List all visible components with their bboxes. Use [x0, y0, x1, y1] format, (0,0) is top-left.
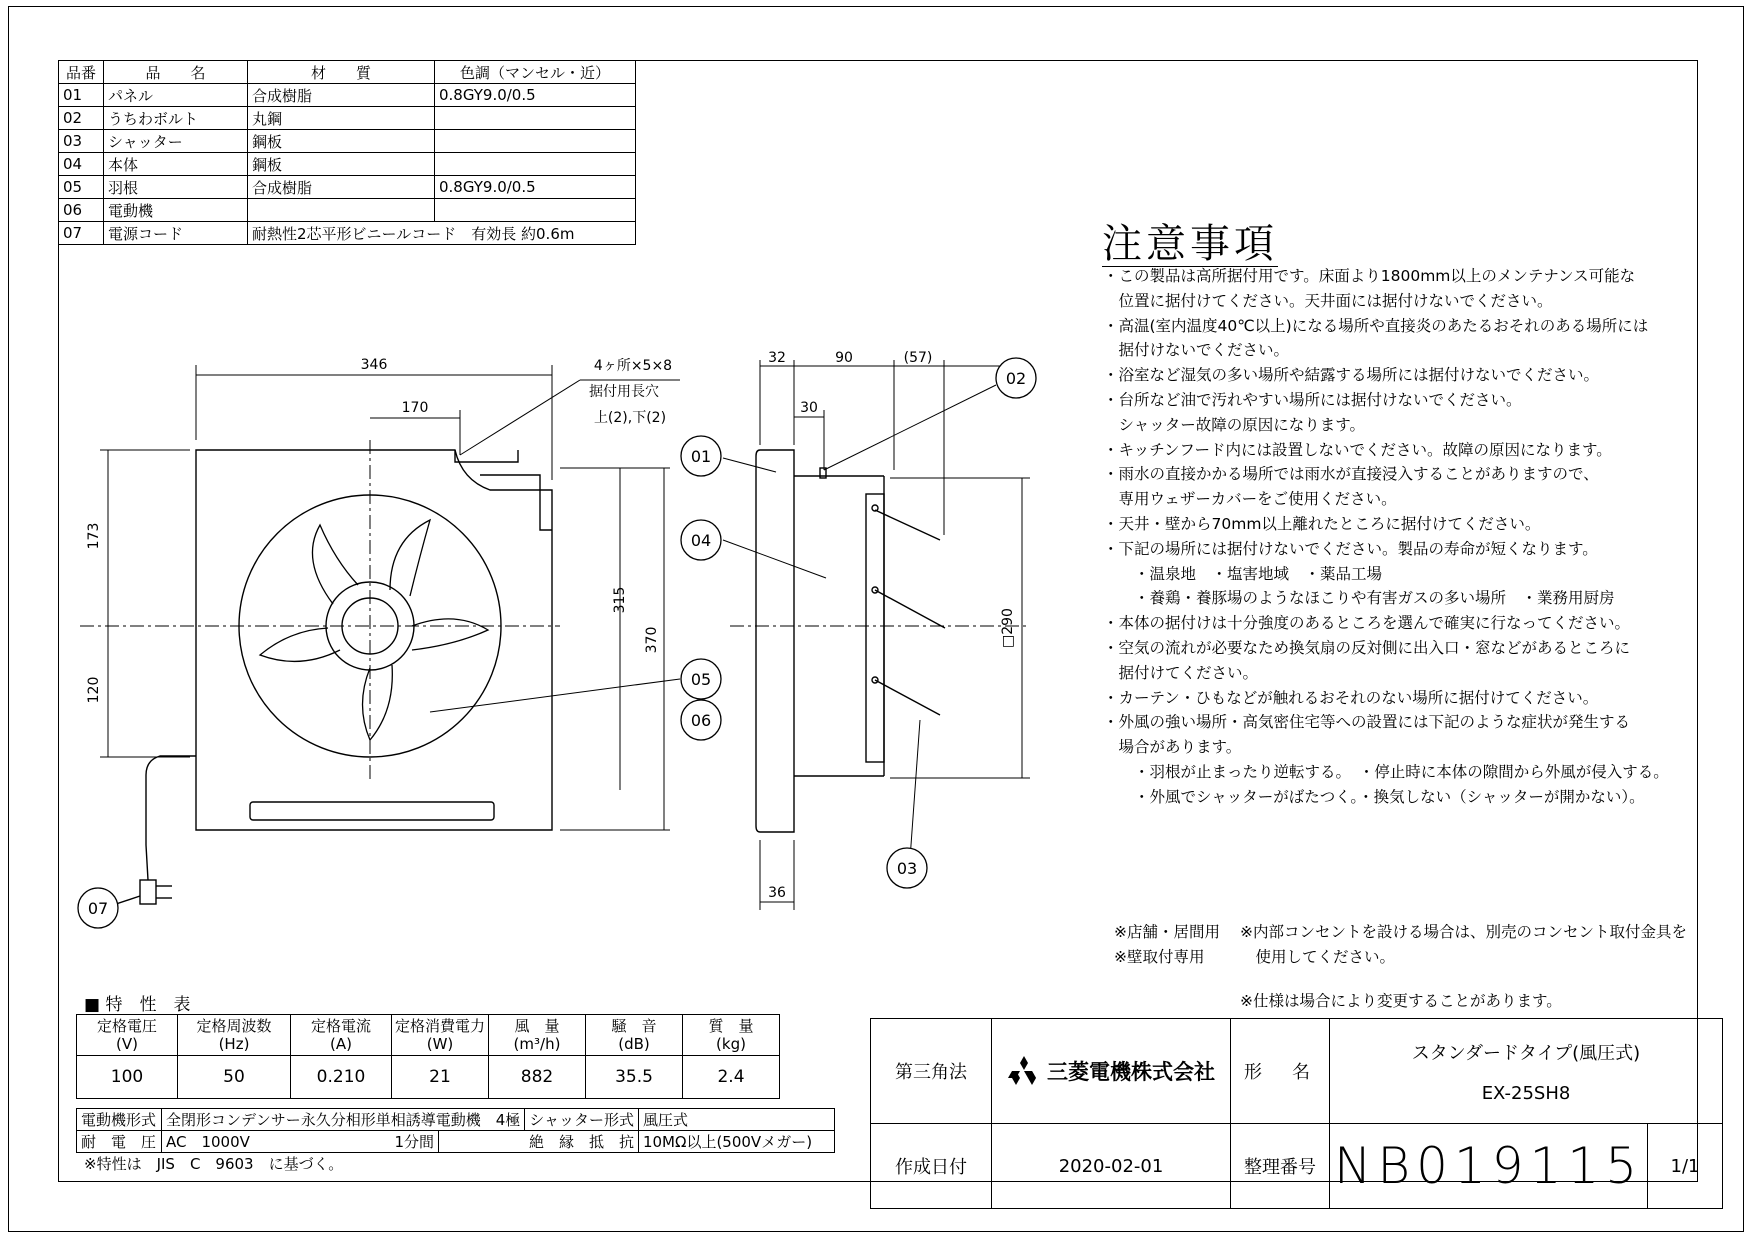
part-material: 丸鋼	[248, 107, 435, 130]
note-line: ・台所など油で汚れやすい場所には据付けないでください。	[1103, 390, 1522, 409]
leader-04	[723, 540, 826, 578]
leader-01	[723, 458, 776, 472]
note-line: 専用ウェザーカバーをご使用ください。	[1103, 490, 1397, 509]
dim-label-lower: 120	[86, 676, 102, 704]
remark-wall-mount: ※壁取付専用	[1114, 948, 1205, 966]
part-name: シャッター	[104, 130, 248, 153]
part-name: うちわボルト	[104, 107, 248, 130]
note-line: ・キッチンフード内には設置しないでください。故障の原因になります。	[1103, 440, 1612, 459]
dim-label-side-body: 90	[835, 350, 853, 366]
callout-06: 06	[690, 711, 712, 730]
spec-header-unit: (dB)	[618, 1035, 650, 1053]
side-panel	[756, 450, 794, 832]
part-no: 02	[59, 107, 104, 130]
side-shutter-frame	[866, 494, 884, 762]
insulation-label: 絶 縁 抵 抗	[439, 1131, 639, 1153]
part-name: 電動機	[104, 199, 248, 222]
callout-03: 03	[896, 859, 918, 878]
callout-04: 04	[690, 531, 712, 550]
leader-03	[910, 720, 920, 859]
part-name: 羽根	[104, 176, 248, 199]
callout-02: 02	[1005, 369, 1027, 388]
spec-power: 21	[392, 1056, 489, 1099]
callout-01: 01	[690, 447, 712, 466]
callout-07: 07	[87, 899, 109, 918]
slot-note-2: 据付用長穴	[589, 384, 659, 400]
header-color: 色調（マンセル・近）	[435, 61, 636, 84]
spec-airflow: 882	[489, 1056, 586, 1099]
note-line: ・外風でシャッターがばたつく。・換気しない（シャッターが開かない）。	[1103, 787, 1645, 806]
remark-outlet: ※内部コンセントを設ける場合は、別売のコンセント取付金具を	[1240, 923, 1687, 941]
dim-label-offset: 170	[401, 400, 429, 416]
slot-note-3: 上(2),下(2)	[593, 410, 667, 426]
part-material: 鋼板	[248, 153, 435, 176]
spec-header-label: 騒 音	[611, 1017, 657, 1035]
withstand-voltage-value: AC 1000V	[162, 1131, 321, 1153]
front-panel-outline	[196, 450, 552, 830]
note-line: ・高温(室内温度40℃以上)になる場所や直接炎のあたるおそれのある場所には	[1103, 316, 1649, 335]
note-line: ・空気の流れが必要なため換気扇の反対側に出入口・窓などがあるところに	[1103, 638, 1631, 657]
part-no: 06	[59, 199, 104, 222]
spec-voltage: 100	[77, 1056, 178, 1099]
spec-header-unit: (W)	[426, 1035, 454, 1053]
leader-slot	[460, 380, 580, 455]
spec-header-label: 質 量	[708, 1017, 754, 1035]
model-type: スタンダードタイプ(風圧式)	[1411, 1042, 1641, 1064]
front-bottom-grille	[250, 802, 494, 820]
spec-current: 0.210	[291, 1056, 392, 1099]
part-no: 04	[59, 153, 104, 176]
note-line: ・外風の強い場所・高気密住宅等への設置には下記のような症状が発生する	[1103, 713, 1631, 732]
spec-noise: 35.5	[586, 1056, 683, 1099]
part-no: 01	[59, 84, 104, 107]
note-line: ・この製品は高所据付用です。床面より1800mm以上のメンテナンス可能な	[1103, 267, 1636, 285]
company-name: 三菱電機株式会社	[1047, 1060, 1215, 1084]
spec-note: ※特性は JIS C 9603 に基づく。	[84, 1155, 344, 1173]
dim-label-square: □290	[1000, 608, 1016, 648]
remark-store-use: ※店舗・居間用	[1114, 923, 1220, 941]
spec-header-label: 風 量	[514, 1017, 560, 1035]
spec-mass: 2.4	[683, 1056, 780, 1099]
note-line: ・羽根が止まったり逆転する。 ・停止時に本体の隙間から外風が侵入する。	[1103, 762, 1669, 781]
model-label: 形 名	[1231, 1019, 1330, 1124]
power-cord	[146, 756, 196, 880]
note-line: ・温泉地 ・塩害地域 ・薬品工場	[1103, 564, 1383, 583]
slot-note-1: 4ヶ所×5×8	[593, 358, 673, 374]
note-line: ・カーテン・ひもなどが触れるおそれのない場所に据付けてください。	[1103, 688, 1599, 707]
part-color: 0.8GY9.0/0.5	[435, 176, 636, 199]
spec-header-unit: (kg)	[716, 1035, 746, 1053]
drawing-no-label: 整理番号	[1231, 1124, 1330, 1209]
dim-label-total: 370	[644, 626, 660, 654]
part-material: 耐熱性2芯平形ビニールコード 有効長 約0.6m	[248, 222, 636, 245]
part-material: 合成樹脂	[248, 176, 435, 199]
insulation-value: 10MΩ以上(500Vメガー)	[638, 1131, 834, 1153]
leader-05	[430, 679, 680, 712]
dim-label-side-shutter: (57)	[903, 350, 933, 366]
shutter-type-value: 風圧式	[638, 1109, 834, 1131]
sheet-number: 1/1	[1648, 1124, 1723, 1209]
withstand-voltage-label: 耐 電 圧	[77, 1131, 162, 1153]
leader-02	[824, 385, 996, 470]
part-name: 本体	[104, 153, 248, 176]
spec-header-label: 定格周波数	[196, 1017, 272, 1035]
shutter-type-label: シャッター形式	[525, 1109, 639, 1131]
spec-header-unit: (Hz)	[218, 1035, 250, 1053]
header-material: 材 質	[248, 61, 435, 84]
note-line: ・天井・壁から70mm以上離れたところに据付けてください。	[1103, 514, 1541, 533]
note-line: ・雨水の直接かかる場所では雨水が直接浸入することがありますので、	[1103, 465, 1599, 484]
spec-table-title: ■ 特 性 表	[84, 995, 191, 1015]
note-line: ・浴室など湿気の多い場所や結露する場所には据付けないでください。	[1103, 366, 1600, 385]
callout-05: 05	[690, 670, 712, 689]
spec-header-unit: (m³/h)	[513, 1035, 561, 1053]
part-material: 鋼板	[248, 130, 435, 153]
fan-blades	[260, 520, 488, 740]
header-part-no: 品番	[59, 61, 104, 84]
part-color: 0.8GY9.0/0.5	[435, 84, 636, 107]
spec-header-label: 定格電圧	[96, 1017, 157, 1035]
note-line: ・本体の据付けは十分強度のあるところを選んで確実に行なってください。	[1103, 614, 1631, 633]
note-line: 据付けないでください。	[1103, 341, 1290, 360]
note-line: シャッター故障の原因になります。	[1103, 415, 1365, 434]
spec-header-unit: (A)	[330, 1035, 352, 1053]
shutter-blades	[875, 510, 945, 715]
part-name: 電源コード	[104, 222, 248, 245]
spec-header-unit: (V)	[116, 1035, 138, 1053]
header-part-name: 品 名	[104, 61, 248, 84]
projection-method: 第三角法	[871, 1019, 992, 1124]
note-line: ・下記の場所には据付けないでください。製品の寿命が短くなります。	[1103, 539, 1598, 558]
note-line: ・養鶏・養豚場のようなほこりや有害ガスの多い場所 ・業務用厨房	[1103, 589, 1615, 608]
date-label: 作成日付	[871, 1124, 992, 1209]
motor-type-label: 電動機形式	[77, 1109, 162, 1131]
dim-label-upper: 173	[86, 522, 102, 550]
dim-label-side-offset: 30	[800, 400, 818, 416]
spec-frequency: 50	[178, 1056, 291, 1099]
spec-header-label: 定格消費電力	[394, 1017, 485, 1035]
dim-label-side-panel: 32	[768, 350, 786, 366]
dim-label-side-bottom: 36	[768, 885, 786, 901]
front-top-step	[480, 475, 552, 530]
part-no: 03	[59, 130, 104, 153]
part-no: 07	[59, 222, 104, 245]
note-line: 据付けてください。	[1103, 663, 1259, 682]
note-line: 位置に据付けてください。天井面には据付けないでください。	[1103, 291, 1553, 310]
part-name: パネル	[104, 84, 248, 107]
part-no: 05	[59, 176, 104, 199]
model-number: EX-25SH8	[1481, 1082, 1571, 1104]
remark-spec-change: ※仕様は場合により変更することがあります。	[1240, 992, 1562, 1010]
motor-type-value: 全閉形コンデンサー永久分相形単相誘導電動機 4極	[162, 1109, 525, 1131]
power-plug	[140, 880, 156, 904]
dim-label-body: 315	[612, 586, 628, 614]
remark-outlet-2: 使用してください。	[1240, 948, 1396, 966]
part-material: 合成樹脂	[248, 84, 435, 107]
dim-label-width: 346	[360, 357, 388, 373]
note-line: 場合があります。	[1103, 738, 1242, 757]
notes-title: 注意事項	[1102, 212, 1278, 269]
spec-header-label: 定格電流	[310, 1017, 371, 1035]
drawing-number-text: NB019115	[1334, 1137, 1644, 1195]
withstand-voltage-time: 1分間	[320, 1131, 439, 1153]
creation-date: 2020-02-01	[992, 1124, 1231, 1209]
